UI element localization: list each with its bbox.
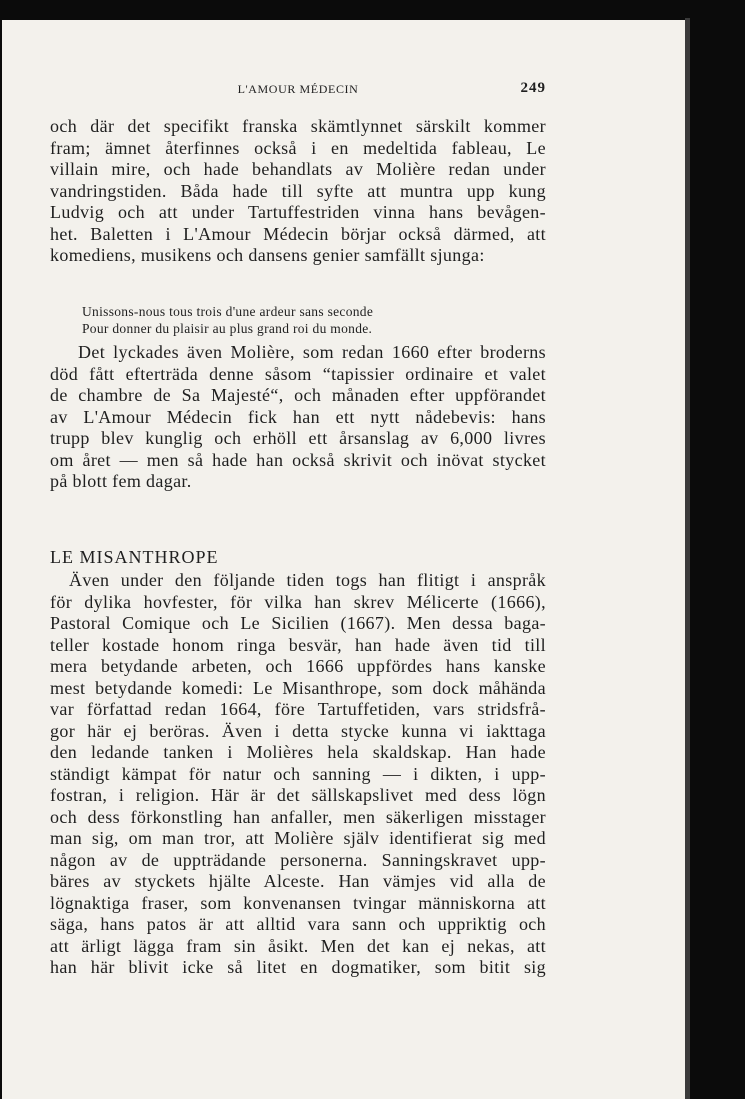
section-heading: LE MISANTHROPE: [50, 547, 219, 567]
text-line: trupp blev kunglig och erhöll ett årsanslag av 6,000 livres: [50, 428, 546, 448]
text-line: för dylika hovfester, för vilka han skrev Mélicerte (1666),: [50, 591, 546, 612]
text-line: död fått efterträda denne såsom “tapissier ordinaire et valet: [50, 363, 546, 384]
text-line: vandringstiden. Båda hade till syfte att muntra upp kung: [50, 180, 546, 201]
text-line: gor här ej beröras. Även i detta stycke kunna vi iakttaga: [50, 720, 546, 741]
quote-line: Pour donner du plaisir au plus grand roi du monde.: [82, 321, 373, 336]
verse-quote: [82, 303, 502, 337]
quote-line: Unissons-nous tous trois d'une ardeur sans seconde: [82, 304, 374, 319]
text-line: Även under den följande tiden togs han flitigt i anspråk: [69, 570, 546, 590]
paragraph-1: [50, 116, 546, 267]
text-line: het. Baletten i L'Amour Médecin börjar också därmed, att: [50, 223, 546, 244]
text-line: Pastoral Comique och Le Sicilien (1667). Men dessa baga-: [50, 613, 546, 633]
page-edge: [685, 18, 690, 1099]
text-line: någon av de uppträdande personerna. Sanningskravet upp-: [50, 849, 546, 870]
page-number: 249: [520, 80, 546, 96]
text-line: komediens, musikens och dansens genier samfällt sjunga:: [50, 245, 485, 265]
text-line: han här blivit icke så litet en dogmatiker, som bitit sig: [50, 957, 546, 977]
text-line: de chambre de Sa Majesté“, och månaden efter uppförandet: [50, 385, 546, 405]
text-line: teller kostade honom ringa besvär, han hade även tid till: [50, 634, 546, 655]
text-line: om året — men så hade han också skrivit och inövat stycket: [50, 449, 546, 470]
text-line: mera betydande arbeten, och 1666 uppfördes hans kanske: [50, 656, 546, 676]
running-header: [50, 76, 546, 100]
text-line: och dess förkonstling han anfaller, men säkerligen misstager: [50, 806, 546, 827]
text-line: villain mire, och hade behandlats av Molière redan under: [50, 159, 546, 179]
text-line: man sig, om man tror, att Molière själv identifierat sig med: [50, 828, 546, 848]
running-title: L'AMOUR MÉDECIN: [237, 82, 359, 96]
text-line: Ludvig och att under Tartuffestriden vinna hans bevågen-: [50, 202, 546, 222]
text-line: och där det specifikt franska skämtlynnet särskilt kommer: [50, 116, 546, 136]
text-line: av L'Amour Médecin fick han ett nytt nådebevis: hans: [50, 406, 546, 427]
text-line: Det lyckades även Molière, som redan 1660 efter broderns: [78, 342, 546, 362]
text-line: lögnaktiga fraser, som konvenansen tvingar människorna att: [50, 892, 546, 913]
text-line: ständigt kämpat för natur och sanning — i dikten, i upp-: [50, 763, 546, 784]
paragraph-3: [50, 570, 546, 979]
text-line: var författad redan 1664, före Tartuffetiden, vars stridsfrå-: [50, 699, 546, 719]
text-line: på blott fem dagar.: [50, 471, 192, 491]
text-line: fostran, i religion. Här är det sällskapslivet med dess lögn: [50, 785, 546, 805]
text-line: fram; ämnet återfinnes också i en medeltida fableau, Le: [50, 137, 546, 158]
book-page: [2, 20, 685, 1099]
text-line: den ledande tanken i Molières hela skaldskap. Han hade: [50, 742, 546, 762]
text-line: mest betydande komedi: Le Misanthrope, som dock måhända: [50, 677, 546, 698]
text-line: säga, hans patos är att alltid vara sann och uppriktig och: [50, 914, 546, 934]
text-line: bäres av styckets hjälte Alceste. Han vämjes vid alla de: [50, 871, 546, 891]
text-line: att ärligt lägga fram sin åsikt. Men det kan ej nekas, att: [50, 935, 546, 956]
paragraph-2: [50, 342, 546, 493]
